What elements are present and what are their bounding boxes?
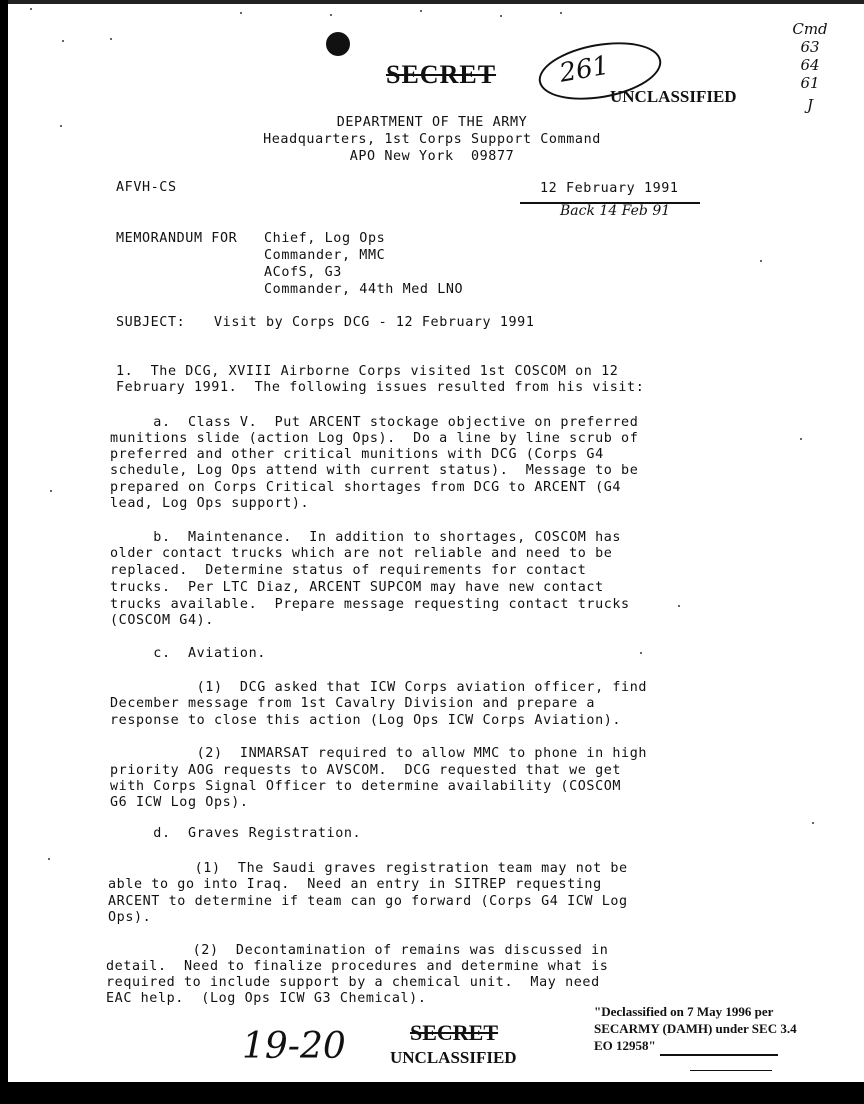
body-line: older contact trucks which are not reliable and need to be [110,546,613,561]
classification-top: UNCLASSIFIED [610,87,737,106]
body-line: trucks available. Prepare message requesting contact trucks [110,597,630,612]
body-line: EAC help. (Log Ops ICW G3 Chemical). [106,991,427,1006]
header-command: Headquarters, 1st Corps Support Command [263,132,601,147]
declass-line: "Declassified on 7 May 1996 per [594,1004,774,1019]
office-symbol: AFVH-CS [116,180,177,195]
body-line: detail. Need to finalize procedures and determine what is [106,959,609,974]
corner-note: 64 [800,56,820,74]
memo-for-label: MEMORANDUM FOR [116,231,238,246]
body-line: February 1991. The following issues resulted from his visit: [116,380,645,395]
body-line: a. Class V. Put ARCENT stockage objective on preferred [110,415,639,430]
left-scan-edge [0,0,8,1104]
memo-recipient: ACofS, G3 [264,265,342,280]
body-line: 1. The DCG, XVIII Airborne Corps visited 1st COSCOM on 12 [116,364,619,379]
memo-recipient: Commander, MMC [264,248,386,263]
body-line: December message from 1st Cavalry Division and prepare a [110,696,596,711]
stamp-number: 261 [557,50,612,89]
body-line: ARCENT to determine if team can go forward (Corps G4 ICW Log [108,894,628,909]
declass-signature-line [660,1054,778,1056]
body-line: with Corps Signal Officer to determine availability (COSCOM [110,779,622,794]
secret-marking-bottom: SECRET [410,1020,499,1045]
body-line: d. Graves Registration. [110,826,362,841]
body-line: preferred and other critical munitions with DCG (Corps G4 [110,447,604,462]
body-line: schedule, Log Ops attend with current status). Message to be [110,463,639,478]
body-line: (2) INMARSAT required to allow MMC to phone in high [110,746,648,761]
corner-note: 63 [800,38,820,56]
ink-blot [326,32,350,56]
body-line: (1) The Saudi graves registration team may not be [108,861,628,876]
header-department: DEPARTMENT OF THE ARMY [336,115,528,130]
body-line: b. Maintenance. In addition to shortages, COSCOM has [110,530,622,545]
corner-note: 61 [800,74,820,92]
top-edge-rule [0,0,864,4]
subject-label: SUBJECT: [116,315,186,330]
memo-recipient: Chief, Log Ops [264,231,386,246]
header-address: APO New York 09877 [349,149,515,164]
corner-note: Cmd [792,20,828,38]
body-line: response to close this action (Log Ops ICW Corps Aviation). [110,713,622,728]
classification-bottom: UNCLASSIFIED [390,1048,517,1067]
handwritten-date: Back 14 Feb 91 [560,203,671,219]
body-line: (COSCOM G4). [110,613,214,628]
declass-signature-line [690,1070,772,1071]
body-line: lead, Log Ops support). [110,496,310,511]
memo-recipient: Commander, 44th Med LNO [264,282,464,297]
body-line: (1) DCG asked that ICW Corps aviation officer, find [110,680,648,695]
body-line: (2) Decontamination of remains was discussed in [106,943,609,958]
corner-note: J [806,96,813,114]
body-line: c. Aviation. [110,646,266,661]
body-line: replaced. Determine status of requirements for contact [110,563,587,578]
subject-text: Visit by Corps DCG - 12 February 1991 [214,315,535,330]
body-line: priority AOG requests to AVSCOM. DCG requested that we get [110,763,622,778]
handwritten-page-number: 19-20 [242,1026,346,1067]
body-line: trucks. Per LTC Diaz, ARCENT SUPCOM may have new contact [110,580,604,595]
body-line: G6 ICW Log Ops). [110,795,249,810]
body-line: munitions slide (action Log Ops). Do a line by line scrub of [110,431,639,446]
body-line: Ops). [108,910,152,925]
body-line: able to go into Iraq. Need an entry in SITREP requesting [108,877,602,892]
declass-line: EO 12958" [594,1038,656,1053]
body-line: required to include support by a chemical unit. May need [106,975,600,990]
corner-notes [780,20,840,114]
body-line: prepared on Corps Critical shortages from DCG to ARCENT (G4 [110,480,622,495]
declass-line: SECARMY (DAMH) under SEC 3.4 [594,1021,797,1036]
bottom-scan-edge [0,1082,864,1104]
secret-marking-top: SECRET [386,60,497,89]
memo-date: 12 February 1991 [540,181,679,196]
